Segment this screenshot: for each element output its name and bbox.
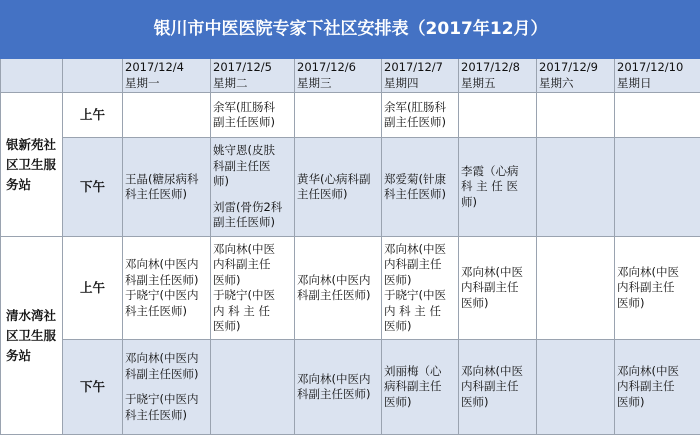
day-date: 2017/12/9 [539,60,598,74]
site1-am-row [1,93,700,138]
day-header [615,59,700,93]
doctor-line: 于晓宁(中医内 [125,392,199,406]
day-date: 2017/12/6 [297,60,356,74]
schedule-cell-empty [615,93,700,138]
schedule-cell [211,93,295,138]
doctor-line: 医师) [213,319,241,333]
doctor-line: 邓向林(中医内 [125,257,199,271]
doctor-line: 主任医师) [297,187,348,201]
period-pm-label: 下午 [63,340,123,435]
doctor-line: 邓向林(中医内 [297,272,371,287]
site-name [1,93,63,237]
site-name-line: 务站 [6,347,32,363]
doctor-line: 副主任医师) [213,115,275,129]
schedule-cell [615,340,700,435]
doctor-line: 于晓宁(中医 [384,288,446,302]
doctor-line: 科副主任医师) [297,387,371,401]
doctor-line: 于晓宁(中医 [213,288,275,302]
day-weekday: 星期五 [461,75,496,90]
schedule-cell [295,138,382,237]
doctor-line: 病科副主任 [384,379,442,394]
schedule-cell [459,340,537,435]
doctor-line: 邓向林(中医 [384,241,446,256]
doctor-line: 科主任医师) [125,187,187,201]
day-weekday: 星期三 [297,75,332,90]
schedule-cell-empty [459,93,537,138]
day-date: 2017/12/5 [213,60,272,74]
doctor-line: 姚守恩(皮肤 [213,143,275,158]
doctor-line: 师) [461,194,477,209]
schedule-cell-empty [537,138,615,237]
schedule-cell [382,138,459,237]
doctor-line: 科主任医师) [384,187,446,201]
doctor-line: 内科副主任 [384,257,442,271]
schedule-cell [459,237,537,340]
schedule-cell-empty [537,93,615,138]
doctor-line: 王晶(糖尿病科 [125,171,199,186]
doctor-line: 邓向林(中医 [213,241,275,256]
doctor-line: 内科副主任 [461,280,519,295]
date-header-row [1,59,700,93]
doctor-line: 科 主 任 医 [461,179,518,194]
schedule-cell [123,340,211,435]
site1-pm-row [1,138,700,237]
day-date: 2017/12/10 [617,60,684,74]
schedule-cell [295,237,382,340]
site-name-line: 务站 [6,176,32,192]
schedule-cell-empty [537,237,615,340]
doctor-line: 医师) [461,295,489,310]
doctor-line: 李霞（心病 [461,163,519,178]
day-weekday: 星期六 [539,75,574,90]
schedule-cell-empty [211,340,295,435]
doctor-line: 科主任医师) [125,407,187,422]
schedule-cell [382,340,459,435]
doctor-line: 邓向林(中医内 [125,351,199,365]
doctor-line: 邓向林(中医 [461,264,523,279]
site-name-line: 区卫生服 [6,327,57,343]
doctor-line: 内科副主任 [213,257,271,271]
doctor-line: 邓向林(中医内 [297,371,371,386]
schedule-cell [615,237,700,340]
day-weekday: 星期二 [213,75,248,90]
day-weekday: 星期一 [125,75,160,90]
site2-am-row [1,237,700,340]
doctor-line: 于晓宁(中医内 [125,288,199,302]
site2-pm-row [1,340,700,435]
site-name-line: 银新苑社 [6,136,57,152]
doctor-line: 刘雷(骨伤2科 [213,199,283,214]
period-am-label: 上午 [63,237,123,340]
doctor-line: 副主任医师) [384,115,446,129]
day-weekday: 星期四 [384,75,419,90]
day-date: 2017/12/7 [384,60,443,74]
site-name-line: 清水湾社 [6,307,57,323]
schedule-cell [382,237,459,340]
doctor-line: 邓向林(中医 [461,363,523,378]
period-am-label: 上午 [63,93,123,138]
doctor-line: 余军(肛肠科 [213,99,275,114]
doctor-line: 医师) [384,394,412,409]
doctor-line: 黄华(心病科副 [297,171,371,186]
doctor-line: 医师) [617,295,645,310]
schedule-cell [382,93,459,138]
schedule-cell-empty [123,93,211,138]
doctor-line: 内 科 主 任 [384,303,441,318]
period-pm-label: 下午 [63,138,123,237]
schedule-cell [211,237,295,340]
site-name [1,237,63,435]
entry-gap [213,190,292,200]
schedule-cell [123,138,211,237]
doctor-line: 邓向林(中医 [617,264,679,279]
doctor-line: 内科副主任 [461,379,519,394]
header-corner [63,59,123,93]
doctor-line: 医师) [384,272,412,287]
doctor-line: 医师) [617,394,645,409]
schedule-cell [123,237,211,340]
schedule-cell [211,138,295,237]
day-header [382,59,459,93]
doctor-line: 科副主任医师) [297,288,371,302]
day-date: 2017/12/4 [125,60,184,74]
doctor-line: 余军(肛肠科 [384,99,446,114]
schedule-cell [459,138,537,237]
doctor-line: 科副主任医师) [125,366,199,381]
day-header [211,59,295,93]
doctor-line: 郑爱菊(针康 [384,171,446,186]
doctor-line: 科副主任医师) [125,272,199,287]
doctor-line: 刘丽梅（心 [384,363,442,378]
doctor-line: 师) [213,174,229,189]
doctor-line: 科主任医师) [125,303,187,318]
schedule-cell-empty [537,340,615,435]
day-header [459,59,537,93]
doctor-line: 内 科 主 任 [213,303,270,318]
day-weekday: 星期日 [617,75,652,90]
day-header [295,59,382,93]
doctor-line: 邓向林(中医 [617,363,679,378]
site-name-line: 区卫生服 [6,156,57,172]
schedule-cell-empty [615,138,700,237]
doctor-line: 医师) [384,319,412,333]
day-date: 2017/12/8 [461,60,520,74]
day-header [123,59,211,93]
schedule-cell [295,340,382,435]
doctor-line: 内科副主任 [617,280,675,295]
doctor-line: 内科副主任 [617,379,675,394]
doctor-line: 副主任医师) [213,215,275,230]
day-header [537,59,615,93]
schedule-cell-empty [295,93,382,138]
entry-gap [125,382,208,392]
doctor-line: 科副主任医 [213,158,271,173]
doctor-line: 医师) [461,394,489,409]
page-title: 银川市中医医院专家下社区安排表（2017年12月） [1,1,700,59]
doctor-line: 医师) [213,272,241,287]
header-corner [1,59,63,93]
